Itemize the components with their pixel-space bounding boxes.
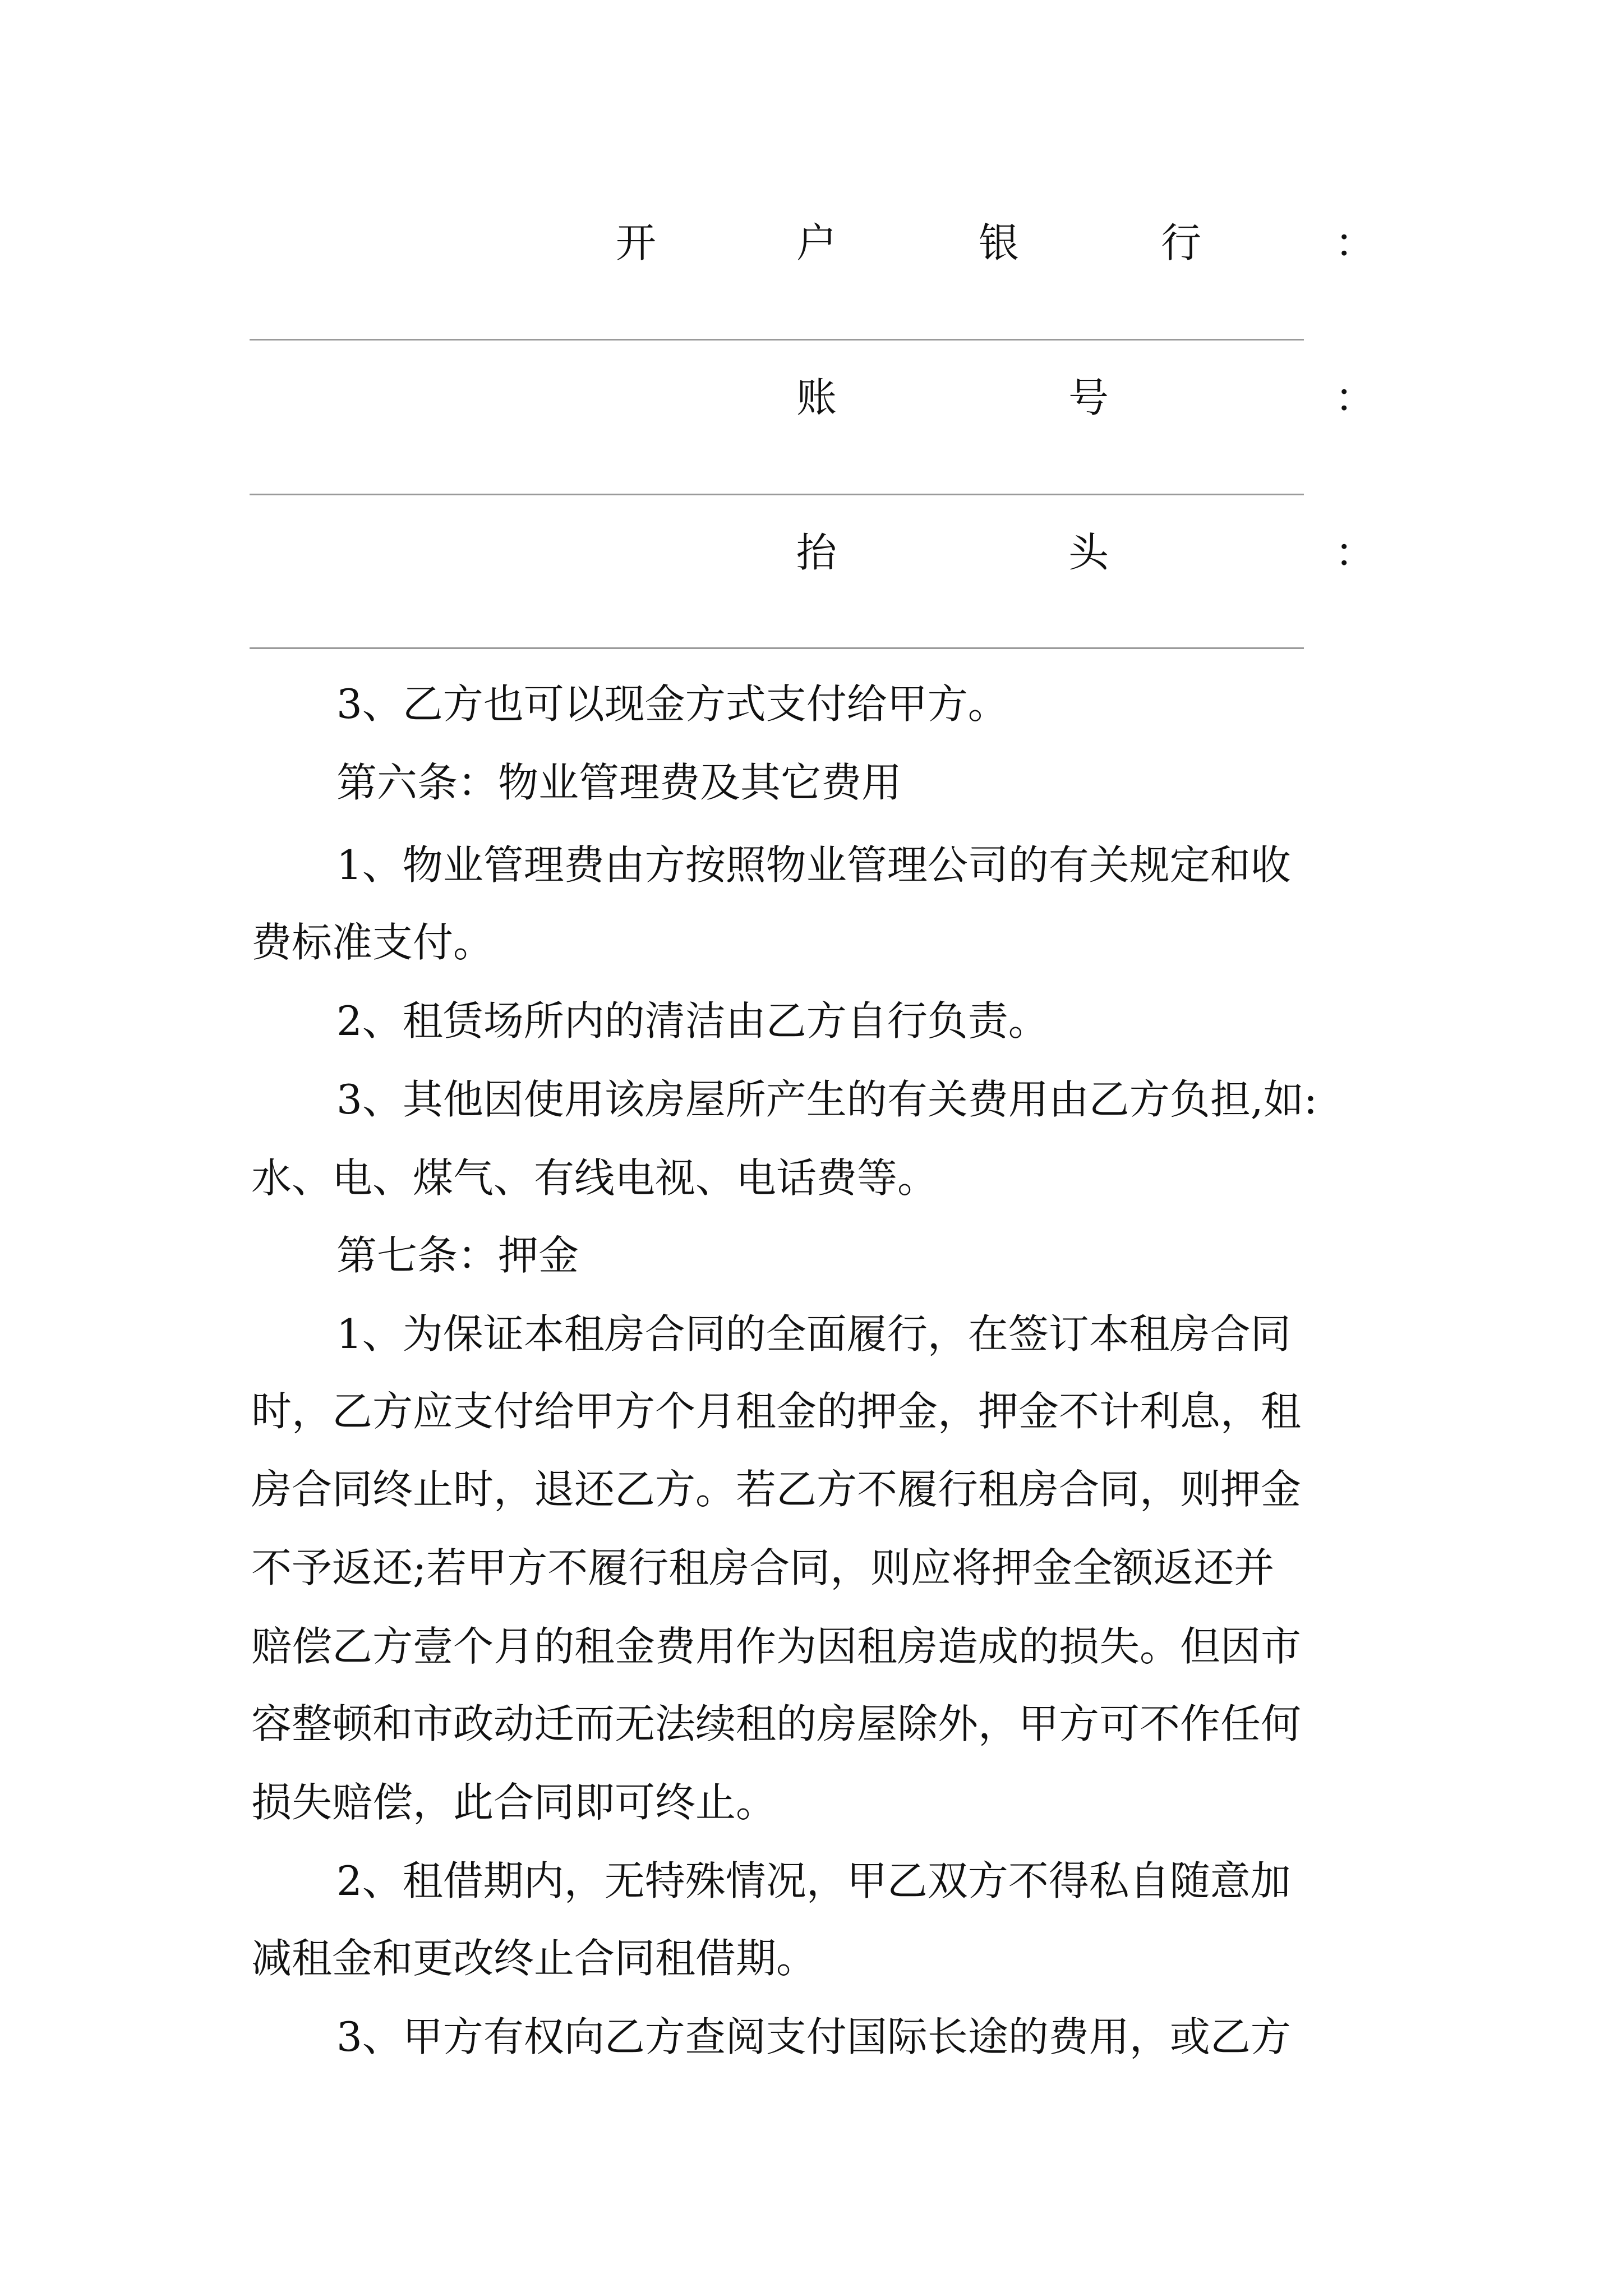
bank-field-char: 行: [1161, 219, 1202, 266]
paragraph-line: 3、其他因使用该房屋所产生的有关费用由乙方负担,如:: [336, 1076, 1317, 1123]
paragraph-line: 减租金和更改终止合同租借期。: [251, 1935, 817, 1982]
paragraph-line: 1、为保证本租房合同的全面履行，在签订本租房合同: [336, 1310, 1291, 1358]
paragraph-line: 费标准支付。: [251, 919, 494, 966]
bank-field-colon: ：: [1335, 219, 1376, 266]
header-field-char: 抬: [796, 529, 837, 576]
account-field-colon: ：: [1335, 374, 1376, 421]
account-field-char: 号: [1068, 374, 1109, 421]
paragraph-line: 房合同终止时，退还乙方。若乙方不履行租房合同，则押金: [251, 1466, 1302, 1513]
paragraph-line: 水、电、煤气、有线电视、电话费等。: [251, 1154, 938, 1202]
paragraph-line: 容整顿和市政动迁而无法续租的房屋除外，甲方可不作任何: [251, 1700, 1302, 1747]
paragraph-line: 损失赔偿，此合同即可终止。: [251, 1779, 777, 1826]
header-field: [0, 522, 1623, 583]
account-field: [0, 367, 1623, 429]
paragraph-line: 3、甲方有权向乙方查阅支付国际长途的费用，或乙方: [336, 2013, 1291, 2060]
paragraph-line: 2、租赁场所内的清洁由乙方自行负责。: [336, 997, 1049, 1045]
bank-field-char: 开: [616, 219, 657, 266]
bank-field: [0, 212, 1623, 274]
bank-field-underline: [250, 339, 1304, 341]
account-field-char: 账: [796, 374, 837, 421]
header-field-colon: ：: [1335, 529, 1376, 576]
account-field-underline: [250, 494, 1304, 495]
paragraph-line: 2、租借期内，无特殊情况，甲乙双方不得私自随意加: [336, 1857, 1291, 1904]
paragraph-line: 不予返还;若甲方不履行租房合同，则应将押金全额返还并: [251, 1544, 1275, 1591]
section-heading: 第七条：押金: [336, 1232, 579, 1279]
paragraph-line: 时，乙方应支付给甲方个月租金的押金，押金不计利息，租: [251, 1388, 1302, 1435]
header-field-char: 头: [1068, 529, 1109, 576]
section-heading: 第六条：物业管理费及其它费用: [336, 759, 902, 806]
paragraph-line: 1、物业管理费由方按照物业管理公司的有关规定和收: [336, 841, 1291, 889]
bank-field-char: 银: [979, 219, 1020, 266]
paragraph-line: 3、乙方也可以现金方式支付给甲方。: [336, 680, 1008, 728]
paragraph-line: 赔偿乙方壹个月的租金费用作为因租房造成的损失。但因市: [251, 1623, 1302, 1670]
header-field-underline: [250, 647, 1304, 649]
bank-field-char: 户: [796, 219, 837, 266]
